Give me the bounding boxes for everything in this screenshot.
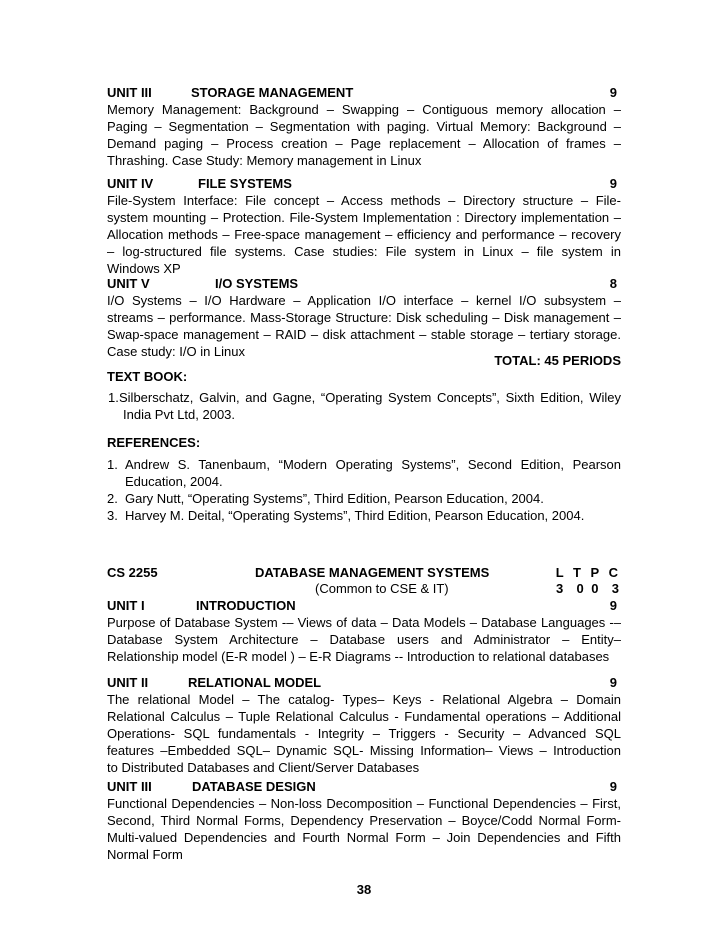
body-line: Functional Dependencies – Non-loss Decomposition – Functional Dependencies – First, <box>107 796 621 811</box>
unit-heading <box>107 275 621 292</box>
unit-hours: 9 <box>609 85 617 100</box>
unit-body <box>107 101 621 169</box>
body-line: Database System Architecture – Database users and Administrator – Entity– <box>107 632 621 647</box>
body-line: Relationship model (E-R model ) – E-R Diagrams -- Introduction to relational databases <box>107 649 610 664</box>
body-line: Purpose of Database System -– Views of data – Data Models – Database Languages -– <box>107 615 621 630</box>
unit-hours: 9 <box>609 176 617 191</box>
unit-title: INTRODUCTION <box>196 598 296 613</box>
body-line: Memory Management: Background – Swapping – Contiguous memory allocation – <box>107 102 621 117</box>
item-line: Harvey M. Deital, “Operating Systems”, Third Edition, Pearson Education, 2004. <box>125 508 585 523</box>
body-line: Multi-valued Dependencies and Fourth Normal Form – Join Dependencies and Fifth <box>107 830 621 845</box>
item-line: India Pvt Ltd, 2003. <box>123 407 236 422</box>
body-line: Relational Calculus – Tuple Relational Calculus - Fundamental operations – Additional <box>107 709 621 724</box>
body-line: Second, Third Normal Forms, Dependency Preservation – Boyce/Codd Normal Form- <box>107 813 621 828</box>
body-line: – log-structured file systems. Case studies: File system in Linux – file system in <box>107 244 621 259</box>
unit-title: RELATIONAL MODEL <box>188 675 322 690</box>
body-line: streams – performance. Mass-Storage Structure: Disk scheduling – Disk management – <box>107 310 621 325</box>
unit-body <box>107 795 621 863</box>
unit-title: STORAGE MANAGEMENT <box>191 85 354 100</box>
body-line: features –Embedded SQL– Dynamic SQL- Missing Information– Views – Introduction <box>107 743 621 758</box>
unit-body <box>107 614 621 665</box>
item-number: 1. <box>108 390 119 405</box>
db-unit-relational-model <box>107 674 621 776</box>
unit-code: UNIT IV <box>107 176 154 191</box>
course-subtitle: (Common to CSE & IT) <box>315 581 449 596</box>
ltpc-label: L T P C <box>555 565 621 580</box>
unit-title: FILE SYSTEMS <box>198 176 292 191</box>
unit-code: UNIT III <box>107 779 152 794</box>
db-unit-introduction <box>107 597 621 665</box>
item-line: Education, 2004. <box>125 474 223 489</box>
body-line: system mounting – Protection. File-System Implementation : Directory implementation – <box>107 210 621 225</box>
unit-code: UNIT I <box>107 598 145 613</box>
item-number: 3. <box>107 508 118 523</box>
body-line: Allocation methods – Free-space management – efficiency and performance – recovery <box>107 227 621 242</box>
course-title: DATABASE MANAGEMENT SYSTEMS <box>255 565 490 580</box>
unit-storage-management <box>107 84 621 169</box>
item-line: Silberschatz, Galvin, and Gagne, “Operating System Concepts”, Sixth Edition, Wiley <box>119 390 621 405</box>
unit-body <box>107 691 621 776</box>
page-number: 38 <box>356 882 372 897</box>
unit-io-systems <box>107 275 621 360</box>
unit-hours: 9 <box>609 779 617 794</box>
references-heading: REFERENCES: <box>107 435 201 450</box>
body-line: Demand paging – Process creation – Page replacement – Allocation of frames – <box>107 136 621 151</box>
unit-hours: 8 <box>609 276 617 291</box>
body-line: Operations- SQL fundamentals - Integrity – Triggers - Security – Advanced SQL <box>107 726 621 741</box>
unit-hours: 9 <box>609 675 617 690</box>
body-line: Normal Form <box>107 847 183 862</box>
unit-code: UNIT III <box>107 85 152 100</box>
unit-title: I/O SYSTEMS <box>215 276 299 291</box>
db-unit-database-design <box>107 778 621 863</box>
body-line: I/O Systems – I/O Hardware – Application I/O interface – kernel I/O subsystem – <box>107 293 621 308</box>
unit-code: UNIT V <box>107 276 150 291</box>
body-line: The relational Model – The catalog- Types– Keys - Relational Algebra – Domain <box>107 692 621 707</box>
body-line: Paging – Segmentation – Segmentation with paging. Virtual Memory: Background – <box>107 119 621 134</box>
body-line: File-System Interface: File concept – Access methods – Directory structure – File- <box>107 193 621 208</box>
body-line: to Distributed Databases and Client/Server Databases <box>107 760 420 775</box>
references-section <box>107 434 621 524</box>
unit-file-systems <box>107 175 621 277</box>
unit-hours: 9 <box>609 598 617 613</box>
course-header <box>107 564 621 598</box>
unit-code: UNIT II <box>107 675 149 690</box>
course-code: CS 2255 <box>107 565 158 580</box>
unit-heading <box>107 597 621 614</box>
list-item <box>107 456 621 490</box>
body-line: Swap-space management – RAID – disk attachment – stable storage – tertiary storage. <box>107 327 621 342</box>
item-line: Andrew S. Tanenbaum, “Modern Operating Systems”, Second Edition, Pearson <box>125 457 621 472</box>
body-line: Thrashing. Case Study: Memory management in Linux <box>107 153 422 168</box>
text-book-section <box>107 368 621 423</box>
item-number: 1. <box>107 457 118 472</box>
list-item <box>107 490 621 507</box>
unit-heading <box>107 175 621 192</box>
unit-body <box>107 192 621 277</box>
unit-heading <box>107 84 621 101</box>
unit-body <box>107 292 621 360</box>
total-periods: TOTAL: 45 PERIODS <box>494 353 621 368</box>
ltpc-values: 3 0 0 3 <box>556 581 621 596</box>
body-line: Case study: I/O in Linux <box>107 344 246 359</box>
unit-heading <box>107 778 621 795</box>
item-line: Gary Nutt, “Operating Systems”, Third Edition, Pearson Education, 2004. <box>125 491 544 506</box>
body-line: Windows XP <box>107 261 181 276</box>
text-book-heading: TEXT BOOK: <box>107 369 188 384</box>
list-item <box>107 507 621 524</box>
list-item <box>107 389 621 423</box>
unit-heading <box>107 674 621 691</box>
item-number: 2. <box>107 491 118 506</box>
unit-title: DATABASE DESIGN <box>192 779 316 794</box>
